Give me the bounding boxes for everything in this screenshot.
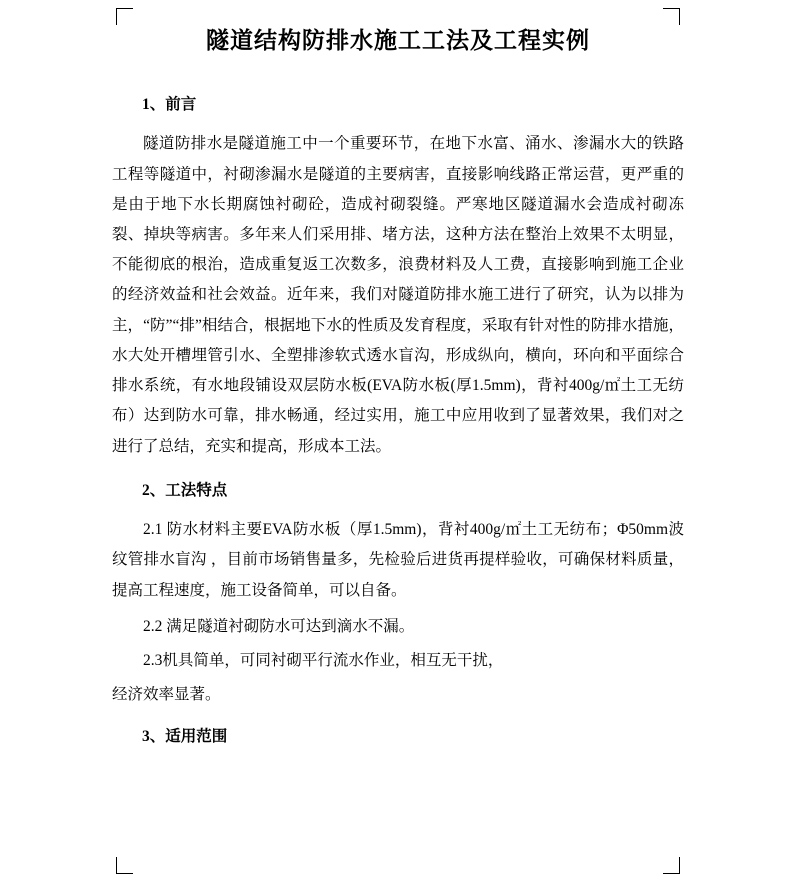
section-paragraph-continuation: 经济效率显著。 (112, 686, 221, 704)
section-paragraph: 2.3机具简单，可同衬砌平行流水作业，相互无干扰， (143, 652, 504, 670)
page-title: 隧道结构防排水施工工法及工程实例 (206, 28, 590, 53)
section-spacer (112, 468, 684, 476)
crop-mark-bottom-left (116, 857, 133, 874)
document-body (112, 26, 684, 762)
section-paragraph: 2.2 满足隧道衬砌防水可达到滴水不漏。 (143, 617, 415, 635)
section-preface (112, 90, 684, 462)
section-scope (112, 722, 684, 751)
crop-mark-bottom-right (663, 857, 680, 874)
section-heading: 1、前言 (142, 95, 197, 113)
crop-mark-top-right (663, 8, 680, 25)
section-heading: 3、适用范围 (142, 728, 228, 746)
section-spacer (112, 714, 684, 722)
section-paragraph: 隧道防排水是隧道施工中一个重要环节，在地下水富、涌水、渗漏水大的铁路工程等隧道中，衬砌渗漏水是隧道的主要病害，直接影响线路正常运营，更严重的是由于地下水长期腐蚀衬砌砼，造成衬砌裂缝。严寒地区隧道漏水会造成衬砌冻裂、掉块等病害。多年来人们采用排、堵方法，这种方法在整治上效果不太明显，不能彻底的根治，造成重复返工次数多，浪费材料及人工费，直接影响到施工企业的经济效益和社会效益。近年来，我们对隧道防排水施工进行了研究，认为以排为主，“防”“排”相结合，根据地下水的性质及发育程度，采取有针对性的防排水措施，水大处开槽埋管引水、全塑排渗软式透水盲沟，形成纵向，横向，环向和平面综合排水系统，有水地段铺设双层防水板(EVA防水板(厚1.5mm)，背衬400g/㎡土工无纺布）达到防水可靠，排水畅通，经过实用，施工中应用收到了显著效果，我们对之进行了总结，充实和提高，形成本工法。 (112, 135, 684, 455)
section-paragraph: 2.1 防水材料主要EVA防水板（厚1.5mm)，背衬400g/㎡土工无纺布；Φ50mm波纹管排水盲沟 ，目前市场销售量多，先检验后进货再提样验收，可确保材料质量，提高工程速度，施工设备简单，可以自备。 (112, 521, 684, 599)
crop-mark-top-left (116, 8, 133, 25)
section-heading: 2、工法特点 (142, 481, 228, 499)
section-features (112, 476, 684, 711)
